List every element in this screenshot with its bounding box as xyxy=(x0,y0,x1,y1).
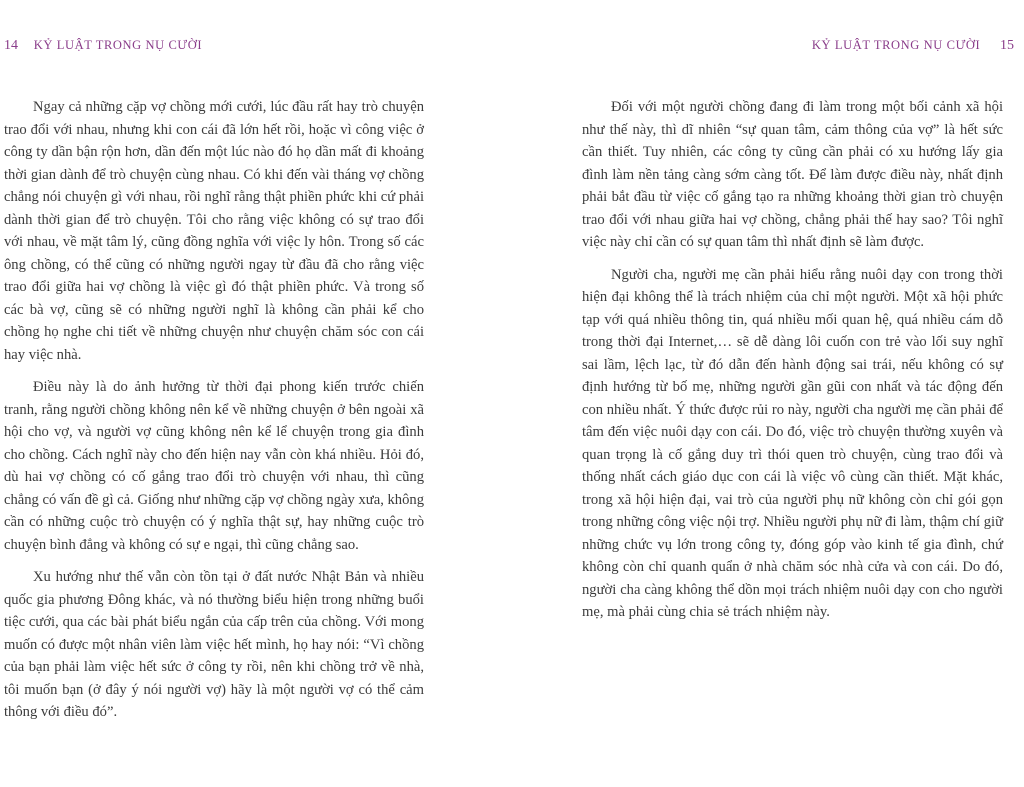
paragraph: Đối với một người chồng đang đi làm trong một bối cảnh xã hội như thế này, thì dĩ nhiên “sự quan tâm, cảm thông của vợ” là hết sức cần thiết. Tuy nhiên, các công ty cũng cần phải có xu hướng lấy gia đình làm nền tảng càng sớm càng tốt. Để làm được điều này, nhất định phải bắt đầu từ việc cố gắng tạo ra những khoảng thời gian trò chuyện trao đổi với nhau giữa hai vợ chồng, chẳng phải thế hay sao? Tôi nghĩ việc này chỉ cần có sự quan tâm thì nhất định sẽ làm được. xyxy=(582,99,1003,250)
paragraph: Ngay cả những cặp vợ chồng mới cưới, lúc đầu rất hay trò chuyện trao đổi với nhau, nhưng khi con cái đã lớn hết rồi, hoặc vì công việc ở công ty dần bận rộn hơn, dần đến một lúc nào đó họ dần mất đi khoảng thời gian dành để trò chuyện cùng nhau. Có khi đến vài tháng vợ chồng chẳng nói chuyện gì với nhau, rồi nghĩ rằng thật phiền phức khi cứ phải dành thời gian để trò chuyện. Tôi cho rằng việc không có sự trao đổi với nhau, về mặt tâm lý, cũng đồng nghĩa với việc ly hôn. Trong số các ông chồng, có thể cũng có những người ngay từ đầu đã cho rằng việc trao đổi giữa hai vợ chồng là việc gì đó thật phiền phức. Và trong số các bà vợ, cũng sẽ có những người nghĩ là không cần phải kể cho chồng họ nghe chi tiết về những chuyện như chuyện chăm sóc con cái hay việc nhà. xyxy=(4,99,424,363)
left-page-number: 14 xyxy=(4,38,18,53)
right-running-header xyxy=(812,38,1014,54)
left-body-text xyxy=(4,96,424,734)
right-body-text xyxy=(582,96,1003,634)
right-page-number: 15 xyxy=(1000,38,1014,53)
paragraph: Người cha, người mẹ cần phải hiểu rằng nuôi dạy con trong thời hiện đại không thể là trách nhiệm của chỉ một người. Một xã hội phức tạp với quá nhiều thông tin, quá nhiều mối quan hệ, quá nhiều cám dỗ trong thời đại Internet,… sẽ dễ dàng lôi cuốn con trẻ vào lối suy nghĩ sai lầm, lệch lạc, từ đó dẫn đến hành động sai trái, nếu không có sự định hướng từ bố mẹ, những người gần gũi con nhất và tác động đến con nhiều nhất. Ý thức được rủi ro này, người cha người mẹ cần phải để tâm đến việc nuôi dạy con cái. Do đó, việc trò chuyện thường xuyên và quan trọng là cố gắng duy trì thói quen trò chuyện, cùng trao đổi và thống nhất cách giáo dục con cái là việc vô cùng cần thiết. Mặt khác, trong xã hội hiện đại, vai trò của người phụ nữ không còn chỉ gói gọn trong những công việc nội trợ. Nhiều người phụ nữ đi làm, thậm chí giữ những chức vụ lớn trong công ty, đóng góp vào kinh tế gia đình, chứ không còn chỉ quanh quẩn ở nhà chăm sóc nhà cửa và con cái. Do đó, người cha càng không thể dồn mọi trách nhiệm nuôi dạy con cho người mẹ, mà phải cùng chia sẻ trách nhiệm này. xyxy=(582,266,1003,620)
left-running-header xyxy=(4,38,202,54)
right-page xyxy=(512,0,1024,787)
paragraph: Điều này là do ảnh hưởng từ thời đại phong kiến trước chiến tranh, rằng người chồng không nên kể về những chuyện ở bên ngoài xã hội cho vợ, và người vợ cũng không nên kể lể chuyện trong gia đình cho chồng. Cách nghĩ này cho đến hiện nay vẫn còn khá nhiều. Hỏi đó, dù hai vợ chồng có cố gắng trao đổi trò chuyện với nhau, thì cũng chẳng có vấn đề gì cả. Giống như những cặp vợ chồng ngày xưa, không cần có những cuộc trò chuyện có ý nghĩa thật sự, hay những cuộc trò chuyện bình đẳng và không có sự e ngại, thì cũng chẳng sao. xyxy=(4,379,424,553)
left-header-title: KỶ LUẬT TRONG NỤ CƯỜI xyxy=(33,38,203,52)
paragraph: Xu hướng như thế vẫn còn tồn tại ở đất nước Nhật Bản và nhiều quốc gia phương Đông khác, và nó thường biểu hiện trong những buổi tiệc cưới, qua các bài phát biểu ngắn của cấp trên của chồng. Với mong muốn có được một nhân viên làm việc hết mình, họ hay nói: “Vì chồng của bạn phải làm việc hết sức ở công ty rồi, nên khi chồng trở về nhà, tôi muốn bạn (ở đây ý nói người vợ) hãy là một người vợ có thể cảm thông với điều đó”. xyxy=(4,569,424,720)
right-header-title: KỶ LUẬT TRONG NỤ CƯỜI xyxy=(811,38,981,52)
